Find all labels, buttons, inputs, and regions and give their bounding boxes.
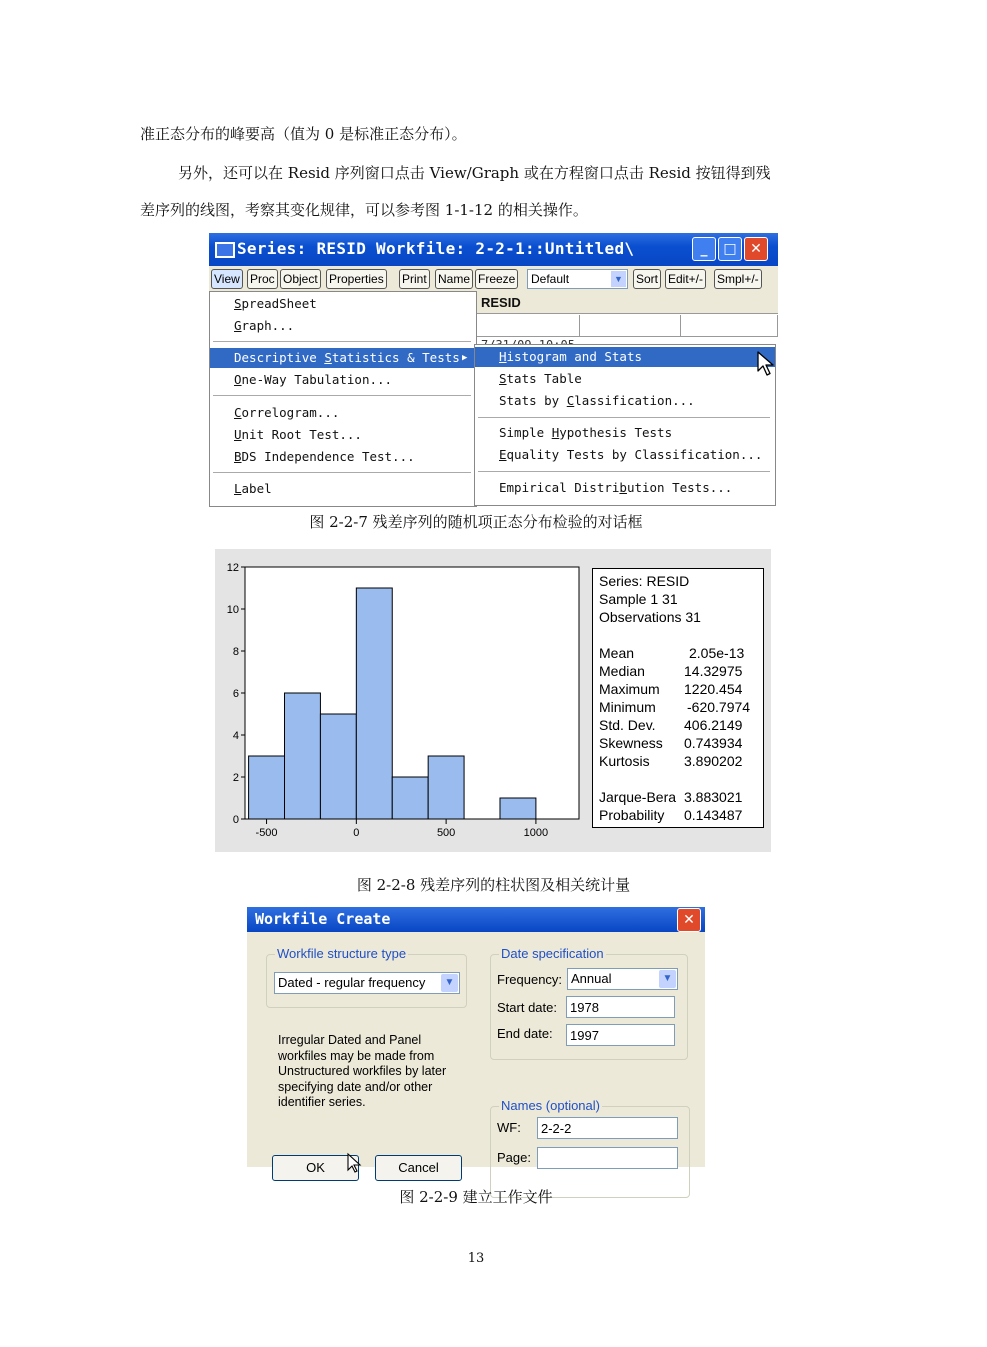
- cell[interactable]: [580, 315, 681, 336]
- wf-name-field[interactable]: 2-2-2: [537, 1117, 678, 1139]
- stat-value-std-dev: 406.2149: [684, 717, 743, 733]
- stat-value-minimum: -620.7974: [687, 699, 751, 715]
- stat-label-maximum: Maximum: [599, 681, 660, 697]
- stats-sample: Sample 1 31: [599, 591, 678, 607]
- descriptive-stats-submenu: [474, 344, 776, 506]
- stat-value-mean: 2.05e-13: [689, 645, 745, 661]
- stat-value-maximum: 1220.454: [684, 681, 743, 697]
- properties-button[interactable]: Properties: [326, 269, 387, 289]
- mouse-cursor-icon: [757, 351, 775, 377]
- figure-caption-2-2-9: 图 2-2-9 建立工作文件: [399, 1188, 553, 1206]
- y-tick-label: 2: [232, 772, 239, 784]
- table-row: [477, 315, 778, 337]
- frequency-value: Annual: [571, 971, 612, 986]
- y-tick-label: 4: [232, 730, 239, 742]
- menu-separator: [213, 472, 471, 473]
- body-text-line-3: 差序列的线图，考察其变化规律，可以参考图 1-1-12 的相关操作。: [140, 201, 588, 219]
- frequency-label: Frequency:: [497, 972, 563, 987]
- sort-button[interactable]: Sort: [633, 269, 661, 289]
- histogram-bar: [500, 798, 536, 819]
- figure-caption-2-2-8: 图 2-2-8 残差序列的柱状图及相关统计量: [356, 876, 631, 894]
- menu-item-one-way-tabulation[interactable]: One-Way Tabulation...: [234, 372, 393, 387]
- minimize-button[interactable]: _: [692, 237, 716, 261]
- y-tick-label: 6: [232, 688, 239, 700]
- stat-label-kurtosis: Kurtosis: [599, 753, 650, 769]
- x-tick-label: 0: [353, 827, 360, 839]
- chevron-down-icon: ▼: [441, 974, 458, 992]
- note-line: Unstructured workfiles by later: [278, 1064, 447, 1079]
- frequency-select[interactable]: [567, 968, 678, 990]
- end-date-field[interactable]: 1997: [566, 1024, 675, 1046]
- stat-label-std-dev: Std. Dev.: [599, 717, 656, 733]
- menu-item-histogram-and-stats[interactable]: Histogram and Stats: [475, 347, 775, 367]
- date-specification-label: Date specification: [501, 946, 604, 961]
- histogram-bar: [356, 588, 392, 819]
- start-date-field[interactable]: 1978: [566, 996, 675, 1018]
- workfile-create-dialog: [247, 907, 705, 1175]
- menu-item-graph[interactable]: Graph...: [234, 318, 295, 333]
- cell[interactable]: [681, 315, 778, 336]
- stat-label-probability: Probability: [599, 807, 665, 823]
- page-name-field[interactable]: [537, 1147, 678, 1169]
- edit-button[interactable]: Edit+/-: [665, 269, 706, 289]
- stat-label-minimum: Minimum: [599, 699, 656, 715]
- stat-label-skewness: Skewness: [599, 735, 663, 751]
- chevron-down-icon: ▼: [659, 970, 676, 988]
- smpl-button[interactable]: Smpl+/-: [714, 269, 762, 289]
- y-tick-label: 0: [232, 814, 239, 826]
- menu-item-equality-tests[interactable]: Equality Tests by Classification...: [499, 447, 763, 462]
- body-text-line-2: 另外，还可以在 Resid 序列窗口点击 View/Graph 或在方程窗口点击 Resid 按钮得到残: [178, 164, 771, 182]
- wf-label: WF:: [497, 1120, 521, 1135]
- chevron-down-icon: ▼: [611, 271, 626, 287]
- x-tick-label: 1000: [523, 827, 549, 839]
- names-label: Names (optional): [501, 1098, 600, 1113]
- histogram-bar: [428, 756, 464, 819]
- object-button[interactable]: Object: [280, 269, 321, 289]
- histogram-bar: [249, 756, 285, 819]
- stat-value-kurtosis: 3.890202: [684, 753, 743, 769]
- page-number: 13: [467, 1251, 485, 1266]
- histogram-bar: [285, 693, 321, 819]
- histogram-bar: [320, 714, 356, 819]
- print-button[interactable]: Print: [399, 269, 430, 289]
- series-toolbar: [209, 268, 778, 290]
- note-line: identifier series.: [278, 1095, 366, 1110]
- body-text-line-1: 准正态分布的峰要高（值为 0 是标准正态分布）。: [140, 125, 467, 143]
- note-line: workfiles may be made from: [278, 1048, 435, 1063]
- menu-separator: [213, 395, 471, 396]
- cancel-button[interactable]: Cancel: [375, 1155, 462, 1181]
- menu-item-stats-table[interactable]: Stats Table: [499, 371, 582, 386]
- structure-note: [278, 1033, 446, 1111]
- stats-observations: Observations 31: [599, 609, 701, 625]
- x-tick-label: 500: [436, 827, 456, 839]
- page-label: Page:: [497, 1150, 531, 1165]
- end-date-label: End date:: [497, 1026, 553, 1041]
- start-date-label: Start date:: [497, 1000, 557, 1015]
- window-title: Series: RESID Workfile: 2-2-1::Untitled\: [237, 239, 635, 258]
- submenu-arrow-icon: ▶: [462, 353, 468, 363]
- y-tick-label: 12: [226, 562, 239, 574]
- structure-type-label: Workfile structure type: [277, 946, 407, 961]
- descriptive-stats-panel: [592, 568, 764, 828]
- stat-value-skewness: 0.743934: [684, 735, 743, 751]
- series-window-screenshot: [209, 233, 778, 501]
- close-button[interactable]: ✕: [744, 237, 768, 261]
- y-tick-label: 10: [226, 604, 239, 616]
- menu-item-descriptive-statistics[interactable]: Descriptive Statistics & Tests ▶: [210, 348, 476, 368]
- x-tick-label: -500: [255, 827, 278, 839]
- stat-value-probability: 0.143487: [684, 807, 743, 823]
- menu-item-unit-root-test[interactable]: Unit Root Test...: [234, 427, 362, 442]
- dialog-titlebar: [247, 907, 705, 932]
- stat-label-jarque-bera: Jarque-Bera: [599, 789, 677, 805]
- structure-type-select[interactable]: [274, 972, 460, 994]
- cell[interactable]: [477, 315, 580, 336]
- freeze-button[interactable]: Freeze: [475, 269, 518, 289]
- mouse-cursor-icon: [347, 1153, 363, 1173]
- proc-button[interactable]: Proc: [247, 269, 278, 289]
- menu-item-bds-test[interactable]: BDS Independence Test...: [234, 449, 415, 464]
- view-menu: [209, 291, 477, 507]
- stat-value-median: 14.32975: [684, 663, 743, 679]
- structure-type-value: Dated - regular frequency: [278, 975, 426, 990]
- stat-value-jarque-bera: 3.883021: [684, 789, 743, 805]
- histogram-bar: [392, 777, 428, 819]
- display-combo[interactable]: [527, 269, 628, 289]
- display-combo-value: Default: [531, 272, 570, 286]
- stat-label-median: Median: [599, 663, 645, 679]
- menu-separator: [478, 417, 770, 418]
- figure-caption-2-2-7: 图 2-2-7 残差序列的随机项正态分布检验的对话框: [309, 513, 643, 531]
- menu-item-label[interactable]: Label: [234, 481, 272, 496]
- column-header: RESID: [477, 291, 778, 314]
- histogram-chart: [215, 549, 585, 852]
- menu-item-empirical-distribution-tests[interactable]: Empirical Distribution Tests...: [499, 480, 733, 495]
- menu-item-spreadsheet[interactable]: SpreadSheet: [234, 296, 317, 311]
- menu-item-correlogram[interactable]: Correlogram...: [234, 405, 340, 420]
- name-button[interactable]: Name: [435, 269, 473, 289]
- dialog-title: Workfile Create: [255, 910, 391, 928]
- note-line: Irregular Dated and Panel: [278, 1033, 422, 1047]
- menu-item-simple-hypothesis-tests[interactable]: Simple Hypothesis Tests: [499, 425, 673, 440]
- view-button[interactable]: View: [211, 269, 243, 289]
- menu-separator: [213, 341, 471, 342]
- histogram-figure: [215, 549, 771, 852]
- stats-series-name: Series: RESID: [599, 573, 690, 589]
- menu-item-stats-by-classification[interactable]: Stats by Classification...: [499, 393, 695, 408]
- window-titlebar: [209, 233, 778, 266]
- maximize-button[interactable]: □: [718, 237, 742, 261]
- stat-label-mean: Mean: [599, 645, 635, 661]
- note-line: specifying date and/or other: [278, 1079, 433, 1094]
- ok-button[interactable]: OK: [272, 1155, 359, 1181]
- window-icon: [215, 242, 235, 258]
- menu-separator: [478, 471, 770, 472]
- y-tick-label: 8: [232, 646, 239, 658]
- close-button[interactable]: ✕: [677, 908, 701, 932]
